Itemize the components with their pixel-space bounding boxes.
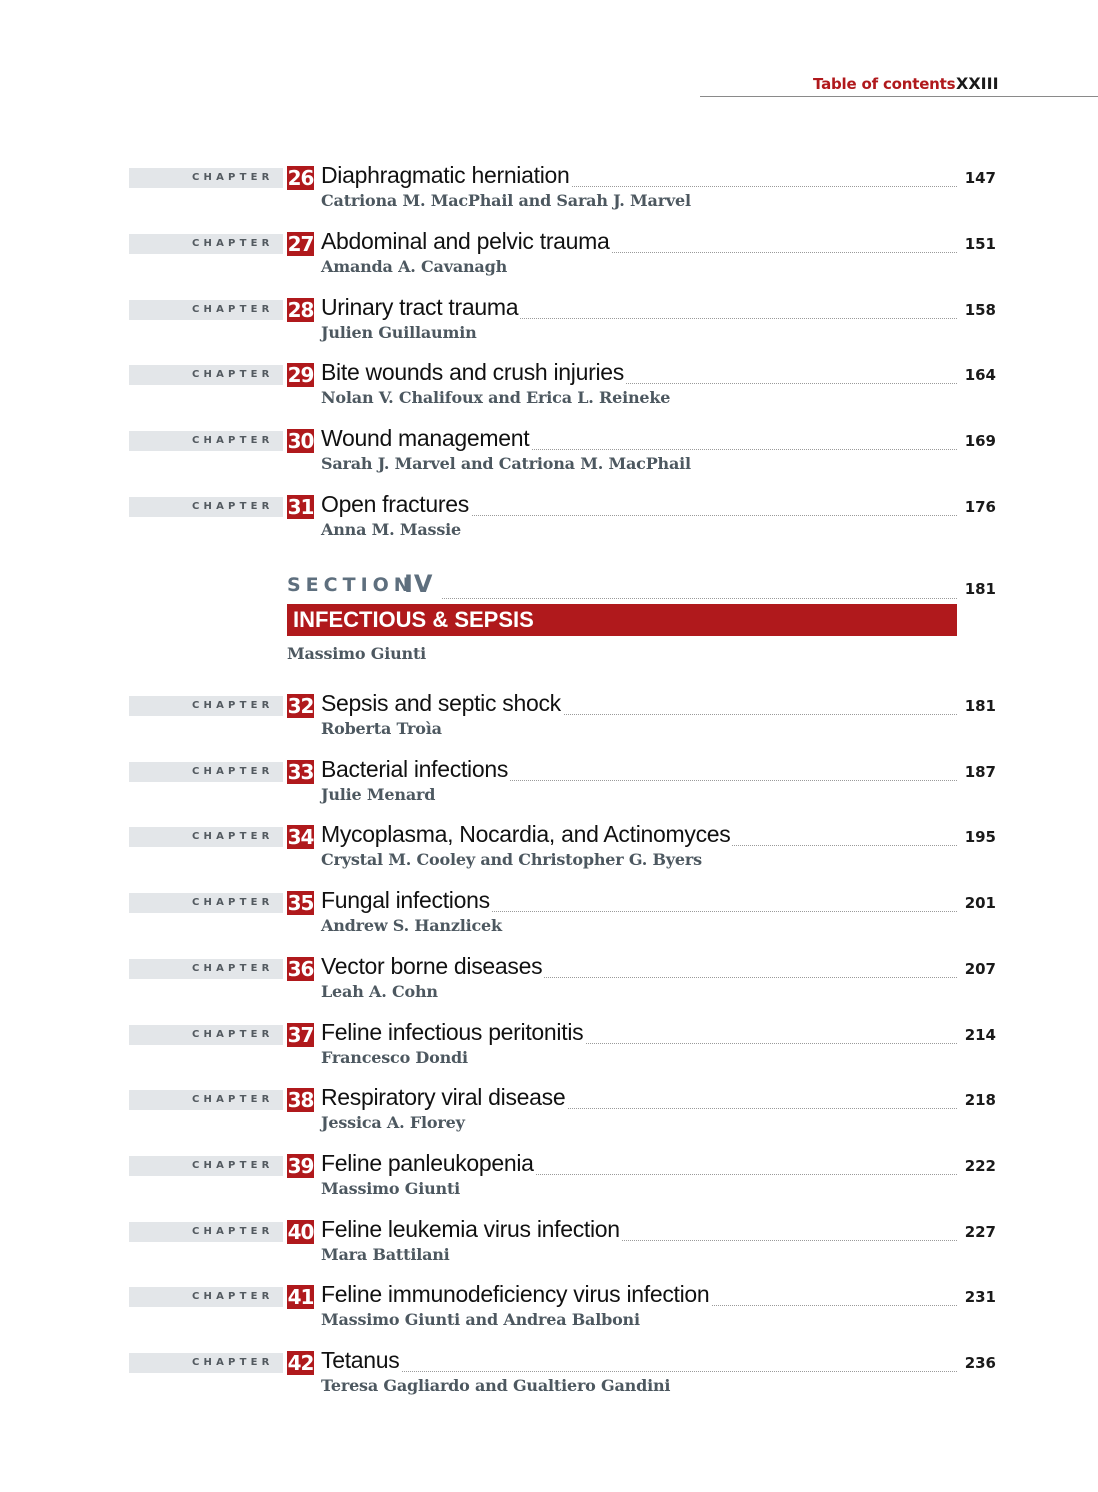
- section-title-banner: [287, 604, 957, 636]
- chapter-page-number[interactable]: 195: [964, 828, 996, 846]
- chapter-label: CHAPTER: [192, 1357, 274, 1368]
- section-heading: [0, 566, 1098, 676]
- chapter-title[interactable]: Feline panleukopenia: [321, 1150, 534, 1176]
- running-header-title: Table of contents: [813, 75, 956, 93]
- chapter-label: CHAPTER: [192, 501, 274, 512]
- chapter-label: CHAPTER: [192, 963, 274, 974]
- chapter-number: 40: [287, 1220, 314, 1244]
- chapter-authors: Anna M. Massie: [321, 520, 462, 539]
- chapter-authors: Sarah J. Marvel and Catriona M. MacPhail: [321, 454, 691, 473]
- chapter-label: CHAPTER: [192, 700, 274, 711]
- chapter-title[interactable]: Feline infectious peritonitis: [321, 1019, 584, 1045]
- chapter-page-number[interactable]: 222: [964, 1157, 996, 1175]
- toc-chapter-entry[interactable]: [0, 1210, 1098, 1266]
- chapter-title[interactable]: Fungal infections: [321, 887, 490, 913]
- section-label: SECTION: [287, 574, 415, 596]
- chapter-label: CHAPTER: [192, 831, 274, 842]
- chapter-label: CHAPTER: [192, 897, 274, 908]
- chapter-number: 37: [287, 1023, 314, 1047]
- chapter-label: CHAPTER: [192, 1094, 274, 1105]
- section-leader-dots: [442, 578, 957, 599]
- chapter-page-number[interactable]: 207: [964, 960, 996, 978]
- toc-chapter-entry[interactable]: [0, 1341, 1098, 1397]
- chapter-authors: Amanda A. Cavanagh: [321, 257, 508, 276]
- chapter-page-number[interactable]: 158: [964, 301, 996, 319]
- chapter-title[interactable]: Open fractures: [321, 491, 469, 517]
- chapter-page-number[interactable]: 147: [964, 169, 996, 187]
- chapter-number: 32: [287, 694, 314, 718]
- chapter-number: 31: [287, 495, 314, 519]
- chapter-number: 41: [287, 1285, 314, 1309]
- chapter-number: 33: [287, 760, 314, 784]
- chapter-page-number[interactable]: 231: [964, 1288, 996, 1306]
- chapter-label: CHAPTER: [192, 369, 274, 380]
- chapter-page-number[interactable]: 187: [964, 763, 996, 781]
- toc-chapter-entry[interactable]: [0, 1144, 1098, 1200]
- chapter-label: CHAPTER: [192, 766, 274, 777]
- chapter-authors: Andrew S. Hanzlicek: [321, 916, 502, 935]
- toc-chapter-entry[interactable]: [0, 353, 1098, 409]
- chapter-label: CHAPTER: [192, 304, 274, 315]
- toc-chapter-entry[interactable]: [0, 419, 1098, 475]
- toc-chapter-entry[interactable]: [0, 947, 1098, 1003]
- chapter-authors: Teresa Gagliardo and Gualtiero Gandini: [321, 1376, 671, 1395]
- chapter-number: 36: [287, 957, 314, 981]
- chapter-title[interactable]: Feline leukemia virus infection: [321, 1216, 620, 1242]
- chapter-number: 35: [287, 891, 314, 915]
- toc-chapter-entry[interactable]: [0, 156, 1098, 212]
- toc-chapter-entry[interactable]: [0, 684, 1098, 740]
- chapter-page-number[interactable]: 236: [964, 1354, 996, 1372]
- chapter-authors: Julien Guillaumin: [321, 323, 477, 342]
- chapter-title[interactable]: Wound management: [321, 425, 530, 451]
- chapter-title[interactable]: Sepsis and septic shock: [321, 690, 561, 716]
- chapter-page-number[interactable]: 181: [964, 697, 996, 715]
- chapter-title[interactable]: Tetanus: [321, 1347, 400, 1373]
- toc-chapter-entry[interactable]: [0, 288, 1098, 344]
- chapter-page-number[interactable]: 218: [964, 1091, 996, 1109]
- section-page-number[interactable]: 181: [964, 580, 996, 598]
- chapter-authors: Nolan V. Chalifoux and Erica L. Reineke: [321, 388, 671, 407]
- chapter-title[interactable]: Mycoplasma, Nocardia, and Actinomyces: [321, 821, 731, 847]
- chapter-authors: Francesco Dondi: [321, 1048, 468, 1067]
- toc-chapter-entry[interactable]: [0, 1078, 1098, 1134]
- toc-chapter-entry[interactable]: [0, 485, 1098, 541]
- chapter-number: 34: [287, 825, 314, 849]
- chapter-title[interactable]: Feline immunodeficiency virus infection: [321, 1281, 710, 1307]
- chapter-label: CHAPTER: [192, 238, 274, 249]
- chapter-title[interactable]: Vector borne diseases: [321, 953, 543, 979]
- chapter-authors: Roberta Troìa: [321, 719, 442, 738]
- chapter-page-number[interactable]: 169: [964, 432, 996, 450]
- chapter-number: 38: [287, 1088, 314, 1112]
- toc-chapter-entry[interactable]: [0, 1013, 1098, 1069]
- section-title[interactable]: INFECTIOUS & SEPSIS: [293, 607, 534, 632]
- chapter-authors: Leah A. Cohn: [321, 982, 438, 1001]
- toc-chapter-entry[interactable]: [0, 881, 1098, 937]
- chapter-authors: Catriona M. MacPhail and Sarah J. Marvel: [321, 191, 691, 210]
- chapter-authors: Massimo Giunti and Andrea Balboni: [321, 1310, 640, 1329]
- chapter-authors: Massimo Giunti: [321, 1179, 461, 1198]
- running-header-page-number: XXIII: [956, 74, 999, 93]
- chapter-authors: Jessica A. Florey: [321, 1113, 465, 1132]
- chapter-page-number[interactable]: 176: [964, 498, 996, 516]
- toc-chapter-entry[interactable]: [0, 222, 1098, 278]
- toc-chapter-entry[interactable]: [0, 815, 1098, 871]
- chapter-number: 28: [287, 298, 314, 322]
- chapter-number: 42: [287, 1351, 314, 1375]
- chapter-label: CHAPTER: [192, 172, 274, 183]
- chapter-number: 30: [287, 429, 314, 453]
- chapter-label: CHAPTER: [192, 1160, 274, 1171]
- chapter-page-number[interactable]: 227: [964, 1223, 996, 1241]
- chapter-label: CHAPTER: [192, 435, 274, 446]
- chapter-number: 26: [287, 166, 314, 190]
- chapter-page-number[interactable]: 214: [964, 1026, 996, 1044]
- toc-chapter-entry[interactable]: [0, 1275, 1098, 1331]
- chapter-title[interactable]: Bite wounds and crush injuries: [321, 359, 624, 385]
- section-editor: Massimo Giunti: [287, 644, 427, 663]
- chapter-number: 27: [287, 232, 314, 256]
- chapter-number: 29: [287, 363, 314, 387]
- chapter-page-number[interactable]: 201: [964, 894, 996, 912]
- chapter-authors: Mara Battilani: [321, 1245, 450, 1264]
- chapter-title[interactable]: Diaphragmatic herniation: [321, 162, 570, 188]
- chapter-label: CHAPTER: [192, 1226, 274, 1237]
- chapter-title[interactable]: Respiratory viral disease: [321, 1084, 566, 1110]
- chapter-label: CHAPTER: [192, 1291, 274, 1302]
- chapter-title[interactable]: Bacterial infections: [321, 756, 509, 782]
- chapter-title[interactable]: Abdominal and pelvic trauma: [321, 228, 610, 254]
- chapter-authors: Julie Menard: [321, 785, 436, 804]
- section-numeral: IV: [404, 570, 434, 598]
- chapter-title[interactable]: Urinary tract trauma: [321, 294, 519, 320]
- chapter-label: CHAPTER: [192, 1029, 274, 1040]
- leader-dots: [321, 1347, 957, 1372]
- chapter-page-number[interactable]: 151: [964, 235, 996, 253]
- toc-chapter-entry[interactable]: [0, 750, 1098, 806]
- chapter-authors: Crystal M. Cooley and Christopher G. Byers: [321, 850, 702, 869]
- chapter-page-number[interactable]: 164: [964, 366, 996, 384]
- chapter-number: 39: [287, 1154, 314, 1178]
